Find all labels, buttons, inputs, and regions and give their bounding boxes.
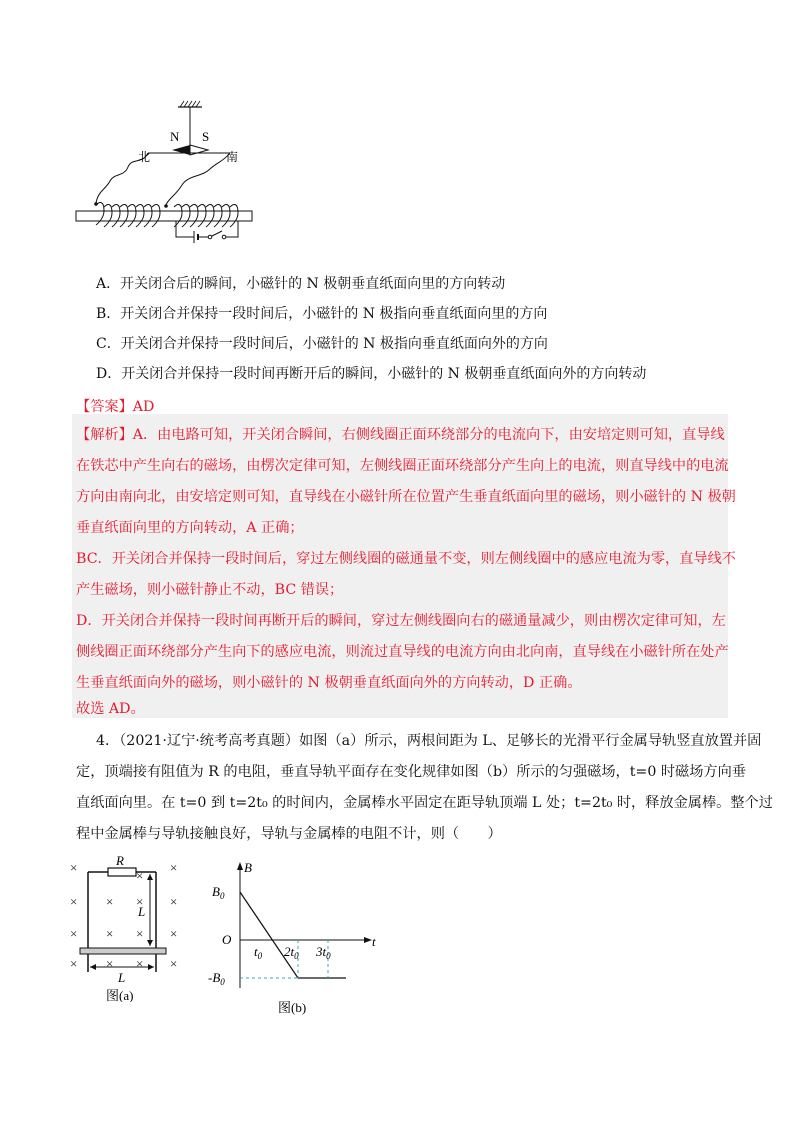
- svg-text:×: ×: [70, 926, 78, 941]
- caption-b: 图(b): [278, 1000, 307, 1015]
- svg-text:×: ×: [136, 926, 144, 941]
- svg-text:×: ×: [106, 926, 114, 941]
- label-north: 北: [138, 150, 151, 164]
- rails-diagram: [66, 852, 186, 1002]
- svg-text:×: ×: [106, 956, 114, 971]
- label-s: S: [202, 129, 210, 144]
- caption-a: 图(a): [106, 988, 134, 1002]
- label-l-vertical: L: [138, 904, 146, 919]
- label-l-horizontal: L: [118, 970, 126, 985]
- analysis-line: 故选 AD。: [76, 701, 145, 717]
- analysis-line: D．开关闭合并保持一段时间再断开后的瞬间，穿过左侧线圈向右的磁通量减少，则由楞次定律可知，左: [76, 613, 726, 629]
- label-r: R: [116, 853, 124, 868]
- svg-text:×: ×: [136, 868, 144, 883]
- metal-rod: [80, 948, 166, 954]
- svg-text:×: ×: [170, 926, 178, 941]
- analysis-line: 在铁芯中产生向右的磁场，由楞次定律可知，左侧线圈正面环绕部分产生向上的电流，则直导线中的电流: [76, 458, 729, 474]
- origin-label: O: [222, 932, 232, 947]
- analysis-line: 垂直纸面向里的方向转动，A 正确；: [76, 520, 304, 536]
- question-4-line: 直纸面向里。在 t=0 到 t=2t₀ 的时间内，金属棒水平固定在距导轨顶端 L 处；t=2t₀ 时，释放金属棒。整个过: [76, 795, 773, 811]
- compass-coil-diagram: [70, 95, 260, 245]
- field-decrease-line: [240, 892, 298, 978]
- analysis-line: BC．开关闭合并保持一段时间后，穿过左侧线圈的磁通量不变，则左侧线圈中的感应电流为零，直导线不: [76, 551, 736, 567]
- analysis-line: 方向由南向北，由安培定则可知，直导线在小磁针所在位置产生垂直纸面向里的磁场，则小磁针的 N 极朝: [76, 489, 736, 505]
- svg-text:×: ×: [170, 894, 178, 909]
- axis-b-label: B: [244, 860, 252, 875]
- analysis-line: 产生磁场，则小磁针静止不动，BC 错误；: [76, 582, 344, 598]
- question-4-line: 4．（2021·辽宁·统考高考真题）如图（a）所示，两根间距为 L、足够长的光滑平行金属导轨竖直放置并固: [96, 733, 762, 749]
- t0-label: $t_0$: [254, 944, 263, 961]
- svg-text:×: ×: [70, 860, 78, 875]
- figure-a-rails: [66, 852, 186, 1002]
- question-4-line: 程中金属棒与导轨接触良好，导轨与金属棒的电阻不计，则（ ）: [76, 826, 502, 842]
- label-south: 南: [226, 150, 239, 164]
- figure-compass-coils: [70, 95, 260, 245]
- svg-text:×: ×: [106, 894, 114, 909]
- analysis-line: 生垂直纸面向外的磁场，则小磁针的 N 极朝垂直纸面向外的方向转动，D 正确。: [76, 675, 582, 691]
- b0-label: $B_0$: [212, 884, 225, 901]
- option-d: D．开关闭合并保持一段时间再断开后的瞬间，小磁针的 N 极朝垂直纸面向外的方向转动: [96, 366, 647, 382]
- axis-t-label: t: [372, 934, 376, 949]
- analysis-line: 【解析】A．由电路可知，开关闭合瞬间，右侧线圈正面环绕部分的电流向下，由安培定则可知，直导线: [76, 427, 725, 443]
- svg-text:×: ×: [170, 956, 178, 971]
- answer-label: 【答案】AD: [76, 399, 155, 415]
- b-t-graph: [206, 858, 386, 1018]
- svg-text:×: ×: [136, 894, 144, 909]
- option-a: A．开关闭合后的瞬间，小磁针的 N 极朝垂直纸面向里的方向转动: [96, 276, 506, 292]
- question-4-line: 定，顶端接有阻值为 R 的电阻，垂直导轨平面存在变化规律如图（b）所示的匀强磁场，t=0 时磁场方向垂: [76, 764, 746, 780]
- three-t0-label: $3t_0$: [316, 944, 331, 961]
- svg-text:×: ×: [136, 956, 144, 971]
- resistor: [108, 868, 136, 876]
- label-n: N: [170, 129, 180, 144]
- option-b: B．开关闭合并保持一段时间后，小磁针的 N 极指向垂直纸面向里的方向: [96, 306, 548, 322]
- svg-text:×: ×: [170, 860, 178, 875]
- analysis-line: 侧线圈正面环绕部分产生向下的感应电流，则流过直导线的电流方向由北向南，直导线在小磁针所在处产: [76, 644, 729, 660]
- neg-b0-label: $-B_0$: [208, 970, 225, 987]
- option-c: C．开关闭合并保持一段时间后，小磁针的 N 极指向垂直纸面向外的方向: [96, 336, 548, 352]
- svg-text:×: ×: [70, 956, 78, 971]
- two-t0-label: $2t_0$: [284, 944, 299, 961]
- figure-b-field-graph: [206, 858, 386, 1018]
- svg-text:×: ×: [70, 894, 78, 909]
